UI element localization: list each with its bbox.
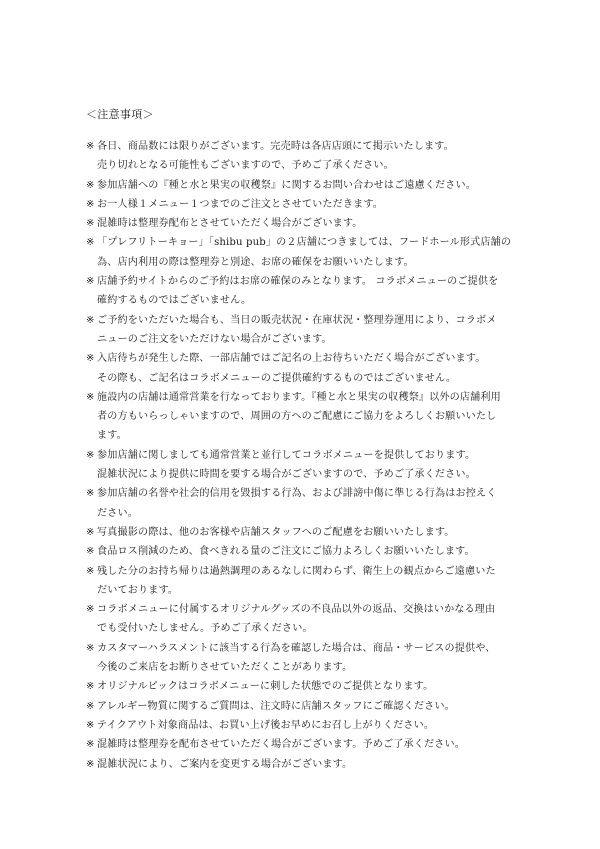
note-item [86, 542, 526, 561]
note-item [86, 349, 526, 388]
note-text-line: ます。 [97, 430, 127, 442]
note-text-line: 者の方もいらっしゃいますので、周囲の方へのご配慮にご協力をよろしくお願いいたし [97, 411, 497, 423]
note-text-line: ださい。 [97, 507, 138, 519]
note-text-line: アレルギー物質に関するご質問は、注文時に店舗スタッフにご確認ください。 [97, 700, 455, 712]
note-bullet: ※ [86, 546, 95, 558]
note-bullet: ※ [86, 526, 95, 538]
note-item [86, 272, 526, 311]
notes-heading: ＜注意事項＞ [86, 108, 154, 121]
note-bullet: ※ [86, 642, 95, 654]
note-text-line: 参加店舗に関しましても通常営業と並行してコラボメニューを提供しております。 [97, 449, 476, 461]
note-bullet: ※ [86, 391, 95, 403]
note-text-line: 参加店舗の名誉や社会的信用を毀損する行為、および誹謗中傷に準じる行為はお控えく [97, 488, 497, 500]
note-text-line: だいております。 [97, 584, 179, 596]
note-text-line: 食品ロス削減のため、食べきれる量のご注文にご協力よろしくお願いいたします。 [97, 546, 475, 558]
note-bullet: ※ [86, 739, 95, 751]
note-text-line: 店舗予約サイトからのご予約はお席の確保のみとなります。 コラボメニューのご提供を [97, 276, 499, 288]
note-item [86, 755, 526, 774]
note-bullet: ※ [86, 218, 95, 230]
note-bullet: ※ [86, 758, 95, 770]
note-bullet: ※ [86, 604, 95, 616]
note-bullet: ※ [86, 314, 95, 326]
note-text-line: テイクアウト対象商品は、お買い上げ後お早めにお召し上がりください。 [97, 719, 435, 731]
note-item [86, 639, 526, 678]
note-item [86, 716, 526, 735]
note-text-line: オリジナルピックはコラボメニューに刺した状態でのご提供となります。 [97, 681, 434, 693]
note-bullet: ※ [86, 681, 95, 693]
note-text-line: 売り切れとなる可能性もございますので、予めご了承ください。 [97, 160, 394, 172]
note-text-line: 施設内の店舗は通常営業を行なっております。『種と水と果実の収穫祭』以外の店舗利用 [97, 391, 501, 403]
note-text-line: 残した分のお持ち帰りは過熱調理のあるなしに関わらず、衛生上の観点からご遠慮いた [97, 565, 496, 577]
note-bullet: ※ [86, 565, 95, 577]
note-text-line: 今後のご来店をお断りさせていただくことがあります。 [97, 662, 353, 674]
note-text-line: ニューのご注文をいただけない場合がございます。 [97, 333, 332, 345]
note-text-line: 写真撮影の際は、他のお客様や店舗スタッフへのご配慮をお願いいたします。 [97, 526, 455, 538]
note-bullet: ※ [86, 198, 95, 210]
note-text-line: 入店待ちが発生した際、一部店舗ではご記名の上お待ちいただく場合がございます。 [97, 353, 486, 365]
note-item [86, 446, 526, 485]
note-text-line: 参加店舗への『種と水と果実の収穫祭』に関するお問い合わせはご遠慮ください。 [97, 179, 477, 191]
note-bullet: ※ [86, 179, 95, 191]
note-item [86, 697, 526, 716]
note-item [86, 214, 526, 233]
note-bullet: ※ [86, 488, 95, 500]
note-item [86, 311, 526, 350]
note-text-line: 混雑状況により、ご案内を変更する場合がございます。 [97, 758, 353, 770]
note-item [86, 677, 526, 696]
note-bullet: ※ [86, 700, 95, 712]
note-text-line: でも受付いたしません。予めご了承ください。 [97, 623, 313, 635]
note-item [86, 176, 526, 195]
note-item [86, 600, 526, 639]
note-item [86, 233, 526, 272]
notes-list [86, 137, 526, 774]
note-bullet: ※ [86, 719, 95, 731]
note-text-line: コラボメニューに付属するオリジナルグッズの不良品以外の返品、交換はいかなる理由 [97, 604, 496, 616]
note-item [86, 735, 526, 754]
note-item [86, 388, 526, 446]
note-text-line: 確約するものではございません。 [97, 295, 252, 307]
note-bullet: ※ [86, 276, 95, 288]
note-bullet: ※ [86, 141, 95, 152]
note-item [86, 137, 526, 176]
note-text-line: 混雑時は整理券配布とさせていただく場合がございます。 [97, 218, 363, 230]
note-text-line: 為、店内利用の際は整理券と別途、お席の確保をお願いいたします。 [97, 256, 414, 268]
note-text-line: その際も、ご記名はコラボメニューのご提供確約するものではございません。 [97, 372, 457, 384]
note-item [86, 523, 526, 542]
note-text-line: カスタマーハラスメントに該当する行為を確認した場合は、商品・サービスの提供や、 [97, 642, 496, 654]
note-item [86, 484, 526, 523]
note-text-line: 「プレフリトーキョー」「shibu pub」の２店舗につきましては、フードホール形式店舗の [97, 237, 512, 249]
note-text-line: 混雑時は整理券を配布させていただく場合がございます。予めご了承ください。 [97, 739, 465, 751]
note-bullet: ※ [86, 237, 95, 249]
note-bullet: ※ [86, 449, 95, 461]
note-item [86, 562, 526, 601]
note-text-line: 混雑状況により提供に時間を要する場合がございますので、予めご了承ください。 [97, 469, 476, 481]
note-text-line: 各日、商品数には限りがございます。完売時は各店店頭にて掲示いたします。 [97, 141, 454, 152]
note-text-line: お一人様１メニュー１つまでのご注文とさせていただきます。 [97, 198, 384, 210]
note-item [86, 195, 526, 214]
note-text-line: ご予約をいただいた場合も、当日の販売状況・在庫状況・整理券運用により、コラボメ [97, 314, 497, 326]
note-bullet: ※ [86, 353, 95, 365]
